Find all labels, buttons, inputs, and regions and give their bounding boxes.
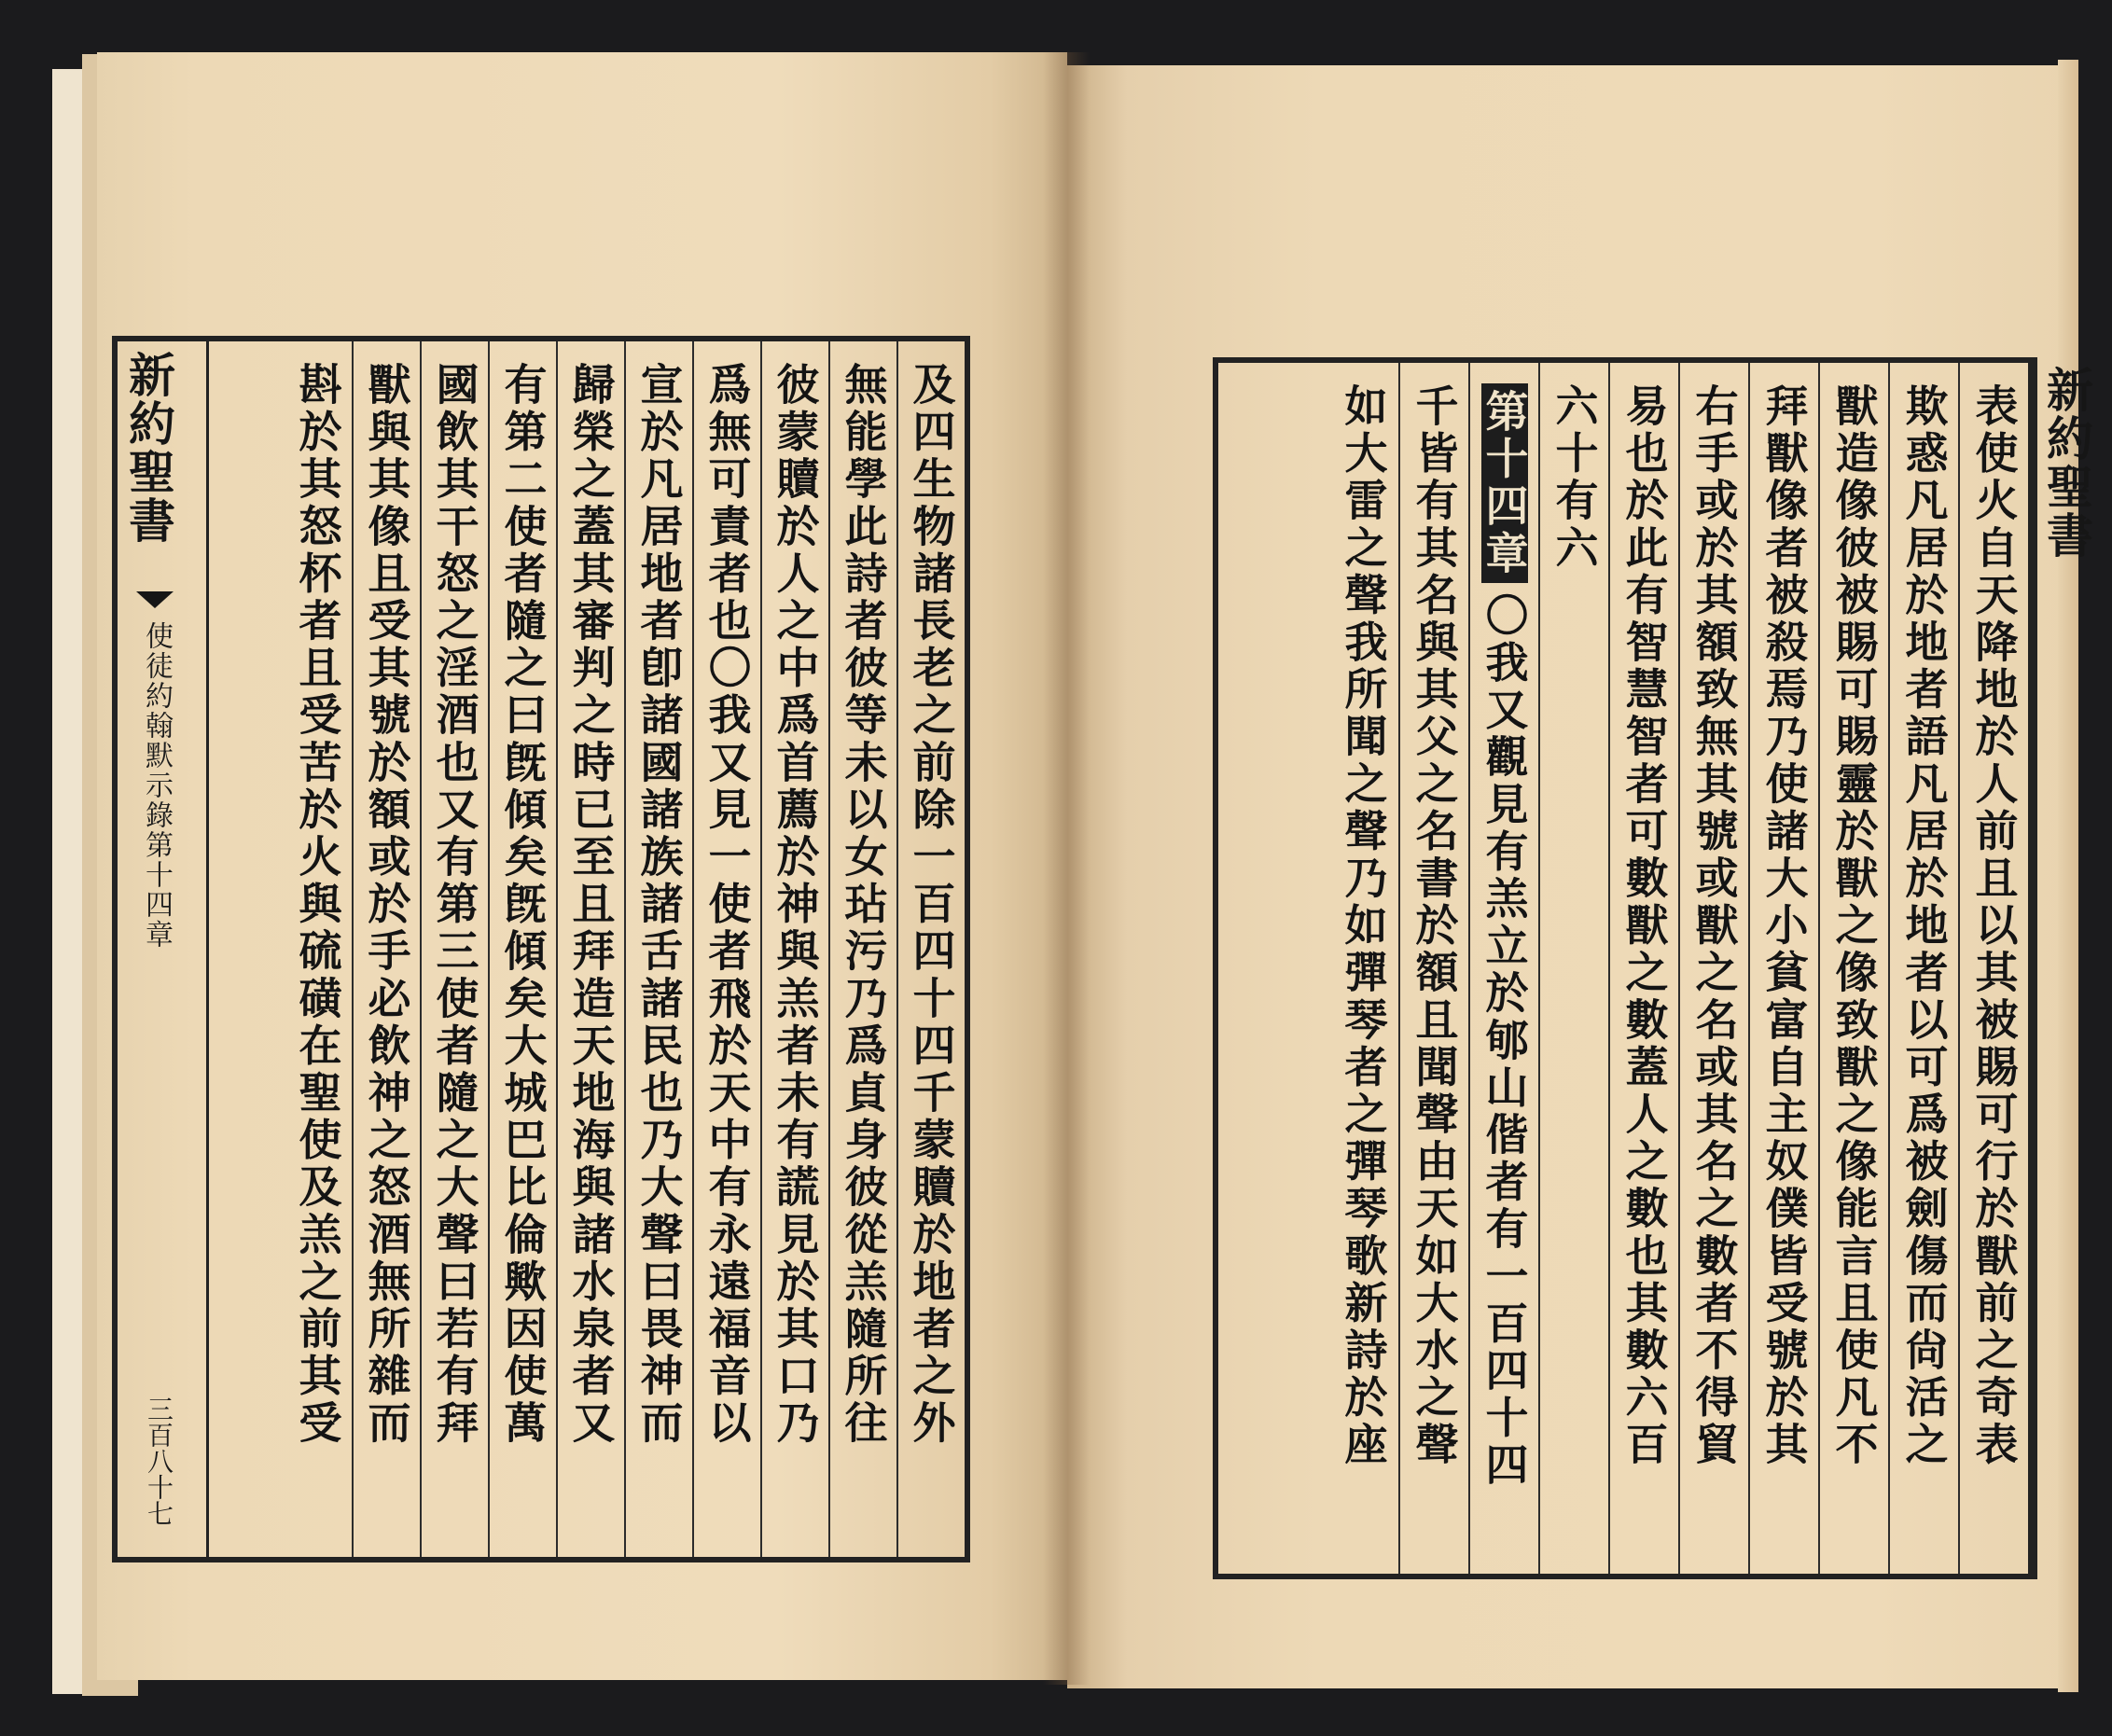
text-column (1818, 363, 1888, 1574)
column-text: 千皆有其名與其父之名書於額且聞聲由天如大水之聲 (1409, 383, 1460, 1469)
text-column (556, 341, 624, 1557)
text-column (1748, 363, 1818, 1574)
column-text: 有第二使者隨之曰旣傾矣旣傾矣大城巴比倫歟因使萬 (497, 362, 549, 1448)
right-page-edge (2058, 60, 2078, 1692)
right-text-columns (1218, 363, 2028, 1574)
text-column (1958, 363, 2028, 1574)
book-gutter (1043, 52, 1090, 1685)
running-title: 新約聖書 (121, 351, 176, 545)
column-text: 表使火自天降地於人前且以其被賜可行於獸前之奇表 (1968, 383, 2020, 1469)
text-column (1328, 363, 1398, 1574)
left-text-columns (209, 341, 965, 1557)
chapter-text: 〇我又觀見有羔立於郇山偕者有一百四十四 (1479, 592, 1530, 1490)
text-column (624, 341, 692, 1557)
text-column (1538, 363, 1608, 1574)
chapter-column (1468, 363, 1538, 1574)
text-column (1888, 363, 1958, 1574)
column-text: 易也於此有智慧智者可數獸之數蓋人之數也其數六百 (1619, 383, 1670, 1469)
column-text: 宣於凡居地者卽諸國諸族諸舌諸民也乃大聲曰畏神而 (633, 362, 685, 1448)
column-text: 爲無可責者也〇我又見一使者飛於天中有永遠福音以 (702, 362, 753, 1448)
column-text: 彼蒙贖於人之中爲首薦於神與羔者未有謊見於其口乃 (770, 362, 821, 1448)
column-text: 獸與其像且受其號於額或於手必飲神之怒酒無所雜而 (361, 362, 412, 1448)
text-column (1608, 363, 1678, 1574)
column-text: 六十有六 (1549, 383, 1600, 573)
section-label: 使徒約翰默示錄第十四章 (140, 621, 173, 950)
page-number: 三百八十七 (144, 1396, 174, 1526)
fishtail-mark-icon (136, 591, 174, 608)
left-text-frame (112, 336, 970, 1562)
text-column (828, 341, 896, 1557)
column-text: 欺惑凡居於地者語凡居於地者以可爲被劍傷而尙活之 (1898, 383, 1950, 1469)
chapter-heading: 第十四章 (1481, 383, 1528, 583)
column-text: 獸造像彼被賜可賜靈於獸之像致獸之像能言且使凡不 (1828, 383, 1880, 1469)
text-column (896, 341, 965, 1557)
column-text (1481, 363, 1528, 1574)
right-margin-rule (2034, 357, 2037, 1579)
text-column (284, 341, 352, 1557)
column-text: 國飲其干怒之淫酒也又有第三使者隨之大聲曰若有拜 (429, 362, 480, 1448)
text-column (420, 341, 488, 1557)
text-column (1398, 363, 1468, 1574)
column-text: 如大雷之聲我所聞之聲乃如彈琴者之彈琴歌新詩於座 (1338, 383, 1389, 1469)
column-text: 右手或於其額致無其號或獸之名或其名之數者不得貿 (1688, 383, 1740, 1469)
text-column (692, 341, 760, 1557)
right-running-title: 新約聖書 (2039, 366, 2094, 560)
right-text-frame (1213, 357, 2034, 1579)
text-column (488, 341, 556, 1557)
column-text: 斟於其怒杯者且受苦於火與硫磺在聖使及羔之前其受 (292, 362, 343, 1448)
left-margin-column (118, 341, 209, 1557)
text-column (760, 341, 828, 1557)
text-column (352, 341, 420, 1557)
column-text: 拜獸像者被殺焉乃使諸大小貧富自主奴僕皆受號於其 (1758, 383, 1810, 1469)
column-text: 及四生物諸長老之前除一百四十四千蒙贖於地者之外 (906, 362, 957, 1448)
column-text: 歸榮之蓋其審判之時已至且拜造天地海與諸水泉者又 (565, 362, 617, 1448)
text-column (1678, 363, 1748, 1574)
column-text: 無能學此詩者彼等未以女玷污乃爲貞身彼從羔隨所往 (838, 362, 889, 1448)
